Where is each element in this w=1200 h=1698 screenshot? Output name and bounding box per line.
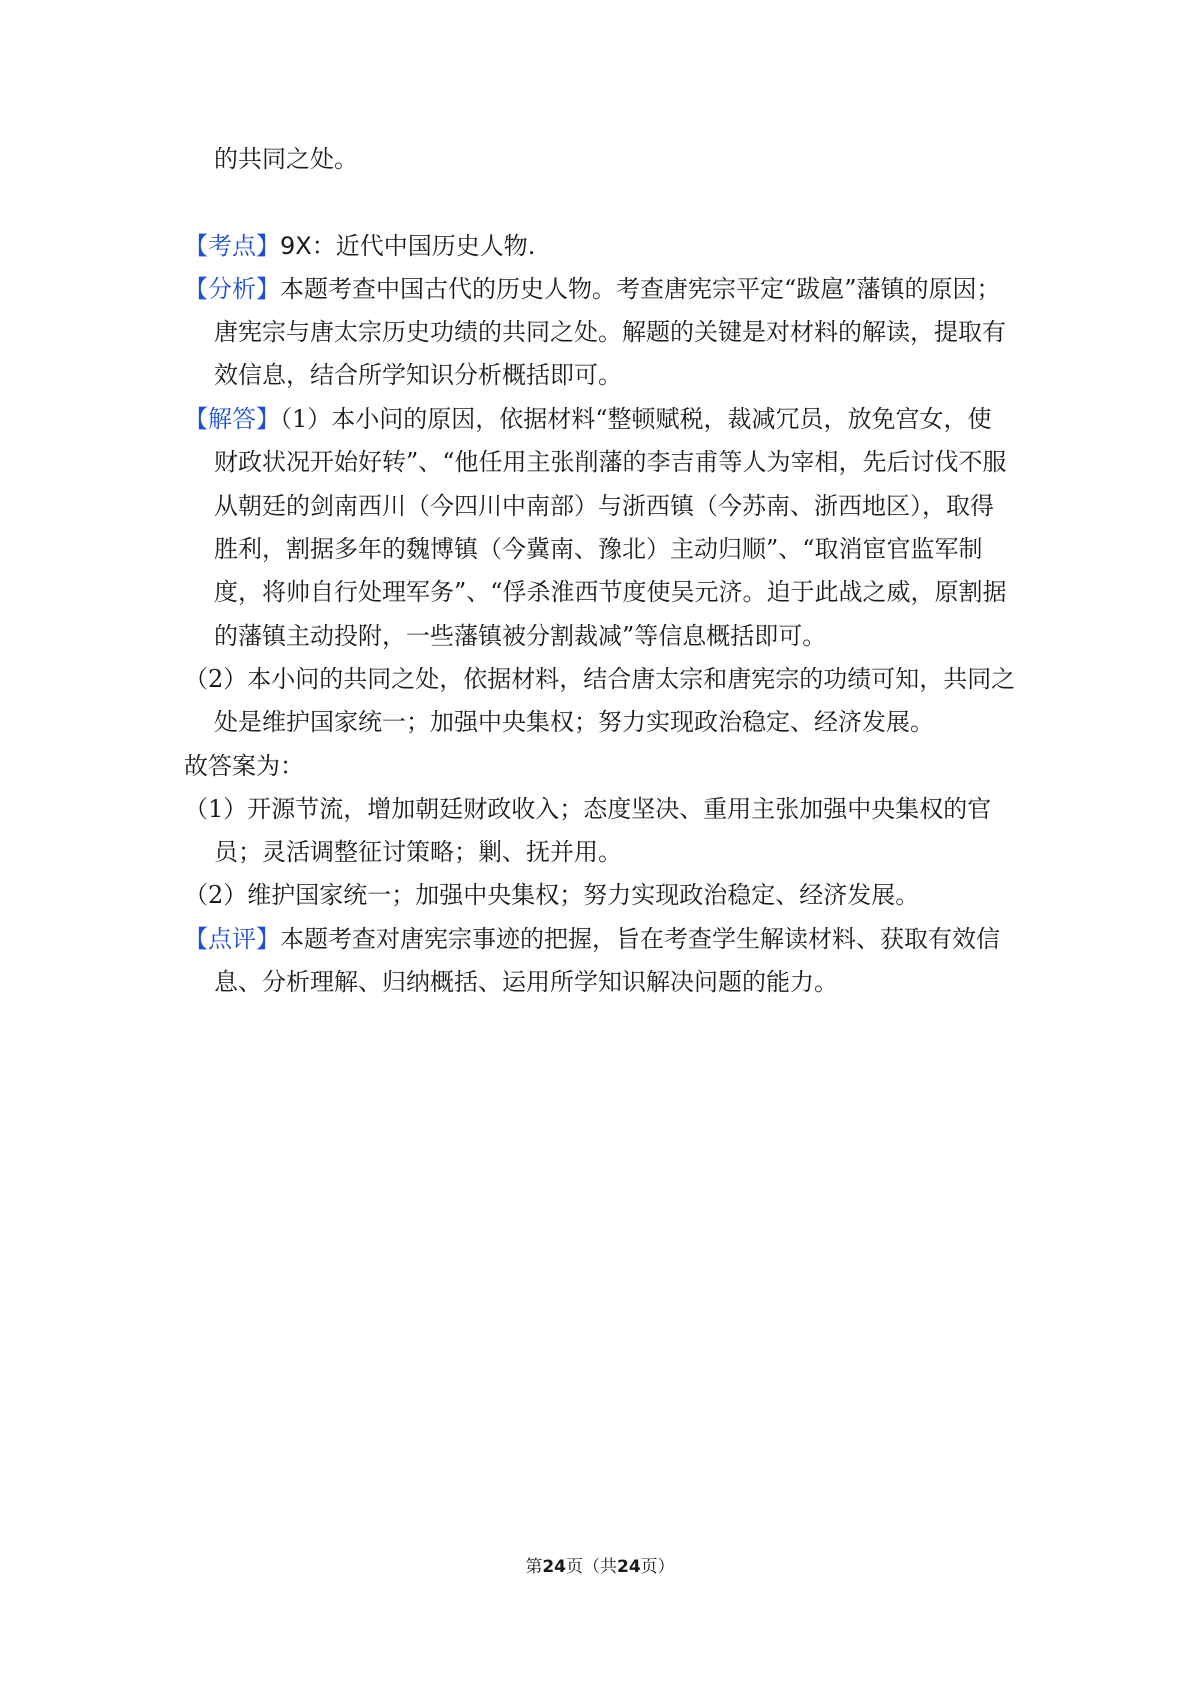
footer-total-pages: 24 (617, 1557, 641, 1577)
jieda-line-2: 财政状况开始好转”、“他任用主张削藩的李吉甫等人为宰相，先后讨伐不服 (214, 448, 1007, 476)
kaodian-text: ：近代中国历史人物. (311, 232, 536, 260)
jieda-text: （1）本小问的原因，依据材料“整顿赋税，裁减冗员，放免宫女，使 (280, 405, 992, 433)
fenxi-line-2: 唐宪宗与唐太宗历史功绩的共同之处。解题的关键是对材料的解读，提取有 (214, 318, 1006, 346)
fenxi-line-1 (184, 272, 1001, 306)
answer1-line-2: 员；灵活调整征讨策略；剿、抚并用。 (214, 838, 622, 866)
dianping-tag: 【点评】 (184, 925, 280, 953)
fenxi-text: 本题考查中国古代的历史人物。考查唐宪宗平定“跋扈”藩镇的原因； (280, 275, 1001, 303)
fenxi-line-3: 效信息，结合所学知识分析概括即可。 (214, 361, 622, 389)
dianping-line-2: 息、分析理解、归纳概括、运用所学知识解决问题的能力。 (214, 968, 838, 996)
footer-pre: 第 (525, 1557, 543, 1577)
dianping-line-1 (184, 922, 1000, 956)
answer2-line: （2）维护国家统一；加强中央集权；努力实现政治稳定、经济发展。 (184, 881, 920, 909)
jieda-line-3: 从朝廷的剑南西川（今四川中南部）与浙西镇（今苏南、浙西地区），取得 (214, 492, 994, 520)
answer1-line-1: （1）开源节流，增加朝廷财政收入；态度坚决、重用主张加强中央集权的官 (184, 795, 992, 823)
jieda-line-5: 度，将帅自行处理军务”、“俘杀淮西节度使吴元济。迫于此战之威，原割据 (214, 578, 1007, 606)
footer-page-number: 24 (542, 1557, 566, 1577)
kaodian-tag: 【考点】 (184, 232, 280, 260)
kaodian-code: 9X (280, 232, 312, 260)
dianping-text: 本题考查对唐宪宗事迹的把握，旨在考查学生解读材料、获取有效信 (280, 925, 1000, 953)
footer-mid: 页（共 (566, 1557, 617, 1577)
continuation-text: 的共同之处。 (214, 145, 358, 173)
jieda-tag: 【解答】 (184, 405, 280, 433)
jieda-line-6: 的藩镇主动投附，一些藩镇被分割裁减”等信息概括即可。 (214, 622, 827, 650)
part2-line-1: （2）本小问的共同之处，依据材料，结合唐太宗和唐宪宗的功绩可知，共同之 (184, 665, 1016, 693)
kaodian-line (184, 229, 535, 263)
part2-line-2: 处是维护国家统一；加强中央集权；努力实现政治稳定、经济发展。 (214, 708, 934, 736)
page-footer (0, 1555, 1200, 1579)
footer-post: 页） (640, 1557, 675, 1577)
jieda-line-1 (184, 402, 992, 436)
jieda-line-4: 胜利，割据多年的魏博镇（今冀南、豫北）主动归顺”、“取消宦官监军制 (214, 535, 983, 563)
conclusion-label: 故答案为： (184, 752, 304, 780)
fenxi-tag: 【分析】 (184, 275, 280, 303)
